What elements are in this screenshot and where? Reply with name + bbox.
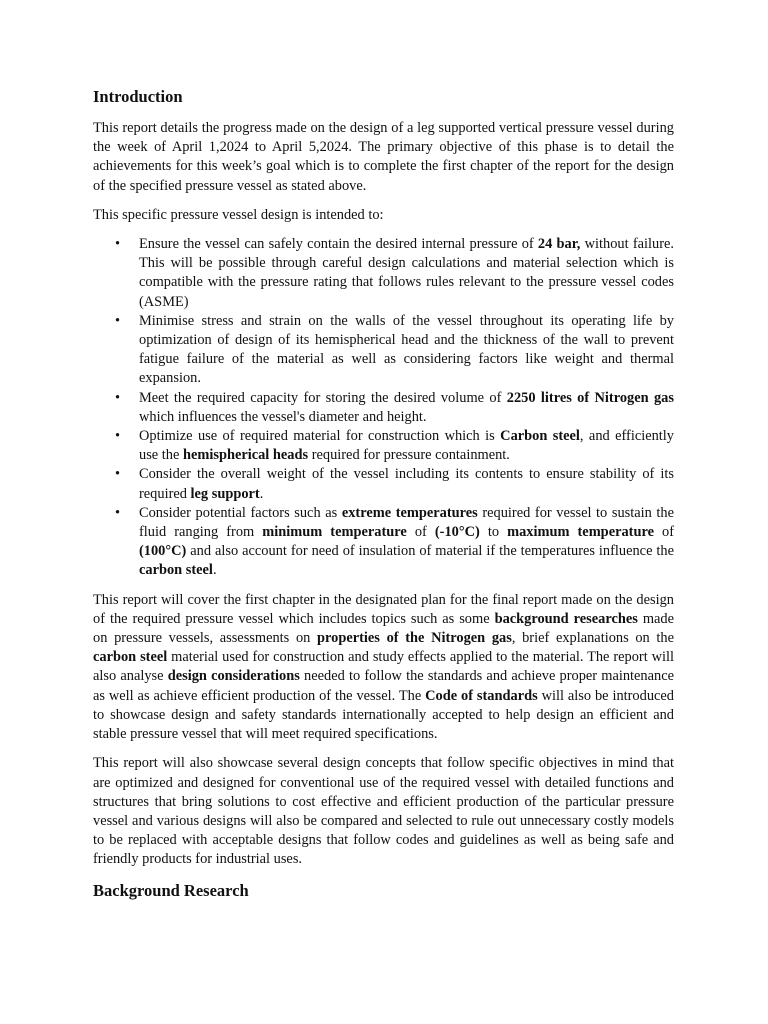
list-item: • Meet the required capacity for storing the desired volume of 2250 litres of Nitrogen gas which influences the vessel's diameter and height. (93, 389, 674, 427)
list-item: • Optimize use of required material for construction which is Carbon steel, and efficiently use the hemispherical heads required for pressure containment. (93, 427, 674, 465)
list-item: • Minimise stress and strain on the walls of the vessel throughout its operating life by optimization of design of its hemispherical head and the thickness of the wall to prevent fatigue failure of the material as well as considering factors like weight and thermal expansion. (93, 312, 674, 389)
background-research-heading: Background Research (93, 880, 249, 900)
introduction-heading: Introduction (93, 87, 183, 106)
list-item: • Ensure the vessel can safely contain the desired internal pressure of 24 bar, without failure. This will be possible through careful design calculations and material selection which is compatible with the pressure rating that follows rules relevant to the pressure vessel codes (ASME) (93, 235, 674, 312)
concepts-paragraph: This report will also showcase several design concepts that follow specific objectives in mind that are optimized and designed for conventional use of the required vessel with detailed functions and structures that bring solutions to cost effective and efficient production of the particular pressure vessel and various designs will also be compared and selected to rule out unnecessary costly models to be replaced with acceptable designs that follow codes and guidelines as well as being safe and friendly products for industrial uses. (93, 755, 674, 868)
intent-paragraph: This specific pressure vessel design is intended to: (93, 206, 384, 223)
list-item: • Consider potential factors such as extreme temperatures required for vessel to sustain the fluid ranging from minimum temperature of (-10°C) to maximum temperature of (100°C) and also account for need of insulation of material if the temperatures influence the carbon steel. (93, 504, 674, 581)
intro-paragraph: This report details the progress made on the design of a leg supported vertical pressure vessel during the week of April 1,2024 to April 5,2024. The primary objective of this phase is to detail the achievements for this week’s goal which is to complete the first chapter of the report for the design of the specified pressure vessel as stated above. (93, 120, 674, 194)
document-body (93, 86, 674, 913)
objectives-list (93, 235, 674, 581)
scope-paragraph: This report will cover the first chapter in the designated plan for the final report made on the design of the required pressure vessel which includes topics such as some background researches made on pressure vessels, assessments on properties of the Nitrogen gas, brief explanations on the carbon steel material used for construction and study effects applied to the material. The report will also analyse design considerations needed to follow the standards and achieve proper maintenance as well as achieve efficient production of the vessel. The Code of standards will also be introduced to showcase design and safety standards internationally accepted to help design an efficient and stable pressure vessel that will meet required specifications. (93, 591, 674, 743)
list-item: • Consider the overall weight of the vessel including its contents to ensure stability of its required leg support. (93, 465, 674, 503)
